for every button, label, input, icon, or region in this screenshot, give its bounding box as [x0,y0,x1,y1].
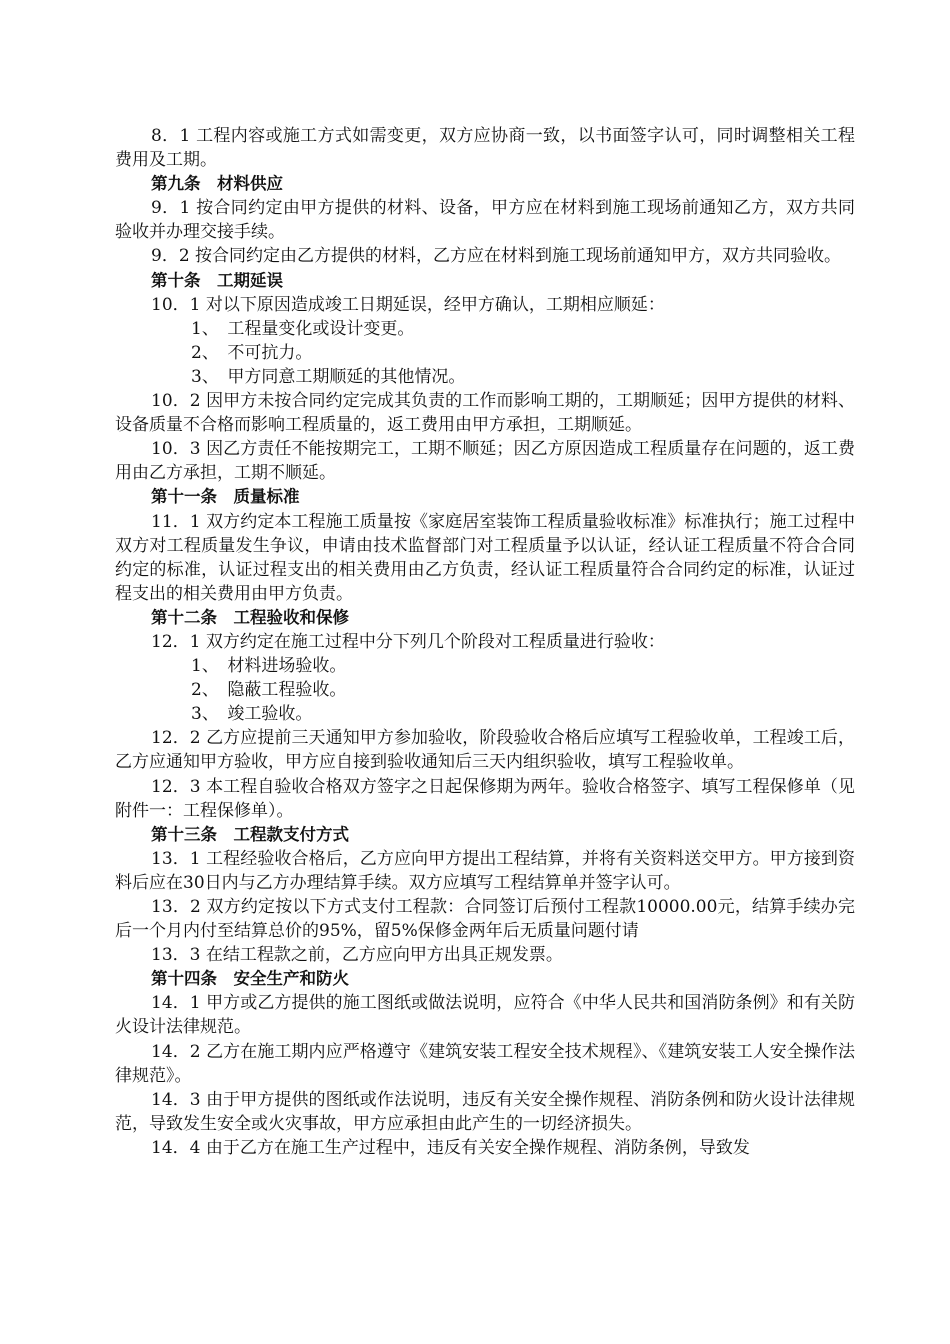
list-item: 3、 甲方同意工期顺延的其他情况。 [191,366,466,387]
clause-paragraph: 10．1 对以下原因造成竣工日期延误，经甲方确认，工期相应顺延： [151,294,665,315]
clause-paragraph: 9．1 按合同约定由甲方提供的材料、设备，甲方应在材料到施工现场前通知乙方，双方共同验收并办理交接手续。 [115,198,855,243]
clause-paragraph: 12．3 本工程自验收合格双方签字之日起保修期为两年。验收合格签字、填写工程保修单（见附件一：工程保修单）。 [115,776,855,821]
section-heading: 第十一条 质量标准 [151,487,300,507]
clause-paragraph: 10．3 因乙方责任不能按期完工，工期不顺延；因乙方原因造成工程质量存在问题的，返工费用由乙方承担，工期不顺延。 [115,439,855,484]
list-item: 1、 材料进场验收。 [191,656,347,677]
clause-paragraph: 11．1 双方约定本工程施工质量按《家庭居室装饰工程质量验收标准》标准执行；施工过程中双方对工程质量发生争议，申请由技术监督部门对工程质量予以认证，经认证工程质量不符合合同约定的标准，认证过程支出的相关费用由乙方负责，经认证工程质量符合合同约定的标准，认证过程支出的相关费用由甲方负责。 [115,511,855,604]
list-item: 1、 工程量变化或设计变更。 [191,318,415,339]
section-heading: 第十三条 工程款支付方式 [151,824,349,844]
clause-paragraph: 13．2 双方约定按以下方式支付工程款：合同签订后预付工程款10000.00元，结算手续办完后一个月内付至结算总价的95%，留5%保修金两年后无质量问题付请 [115,897,855,942]
clause-paragraph: 14．1 甲方或乙方提供的施工图纸或做法说明，应符合《中华人民共和国消防条例》和有关防火设计法律规范。 [115,993,855,1038]
clause-paragraph: 12．2 乙方应提前三天通知甲方参加验收，阶段验收合格后应填写工程验收单，工程竣工后，乙方应通知甲方验收，甲方应自接到验收通知后三天内组织验收，填写工程验收单。 [115,728,855,773]
clause-paragraph: 14．4 由于乙方在施工生产过程中，违反有关安全操作规程、消防条例，导致发 [151,1137,750,1158]
section-heading: 第十条 工期延误 [151,270,283,290]
clause-paragraph: 12．1 双方约定在施工过程中分下列几个阶段对工程质量进行验收： [151,631,665,652]
section-heading: 第十四条 安全生产和防火 [151,969,349,989]
clause-paragraph: 14．2 乙方在施工期内应严格遵守《建筑安装工程安全技术规程》、《建筑安装工人安全操作法律规范》。 [115,1041,855,1086]
clause-paragraph: 14．3 由于甲方提供的图纸或作法说明，违反有关安全操作规程、消防条例和防火设计法律规范，导致发生安全或火灾事故，甲方应承担由此产生的一切经济损失。 [115,1089,855,1134]
list-item: 2、 隐蔽工程验收。 [191,680,347,701]
clause-paragraph: 9．2 按合同约定由乙方提供的材料，乙方应在材料到施工现场前通知甲方，双方共同验收。 [151,246,842,267]
section-heading: 第九条 材料供应 [151,174,283,194]
clause-paragraph: 8．1 工程内容或施工方式如需变更，双方应协商一致，以书面签字认可，同时调整相关工程费用及工期。 [115,126,855,171]
clause-paragraph: 10．2 因甲方未按合同约定完成其负责的工作而影响工期的，工期顺延；因甲方提供的材料、设备质量不合格而影响工程质量的，返工费用由甲方承担，工期顺延。 [115,391,855,436]
clause-paragraph: 13．3 在结工程款之前，乙方应向甲方出具正规发票。 [151,945,563,966]
list-item: 3、 竣工验收。 [191,704,313,725]
section-heading: 第十二条 工程验收和保修 [151,607,349,627]
list-item: 2、 不可抗力。 [191,342,313,363]
clause-paragraph: 13．1 工程经验收合格后，乙方应向甲方提出工程结算，并将有关资料送交甲方。甲方接到资料后应在30日内与乙方办理结算手续。双方应填写工程结算单并签字认可。 [115,848,855,893]
document-body [115,124,855,1160]
